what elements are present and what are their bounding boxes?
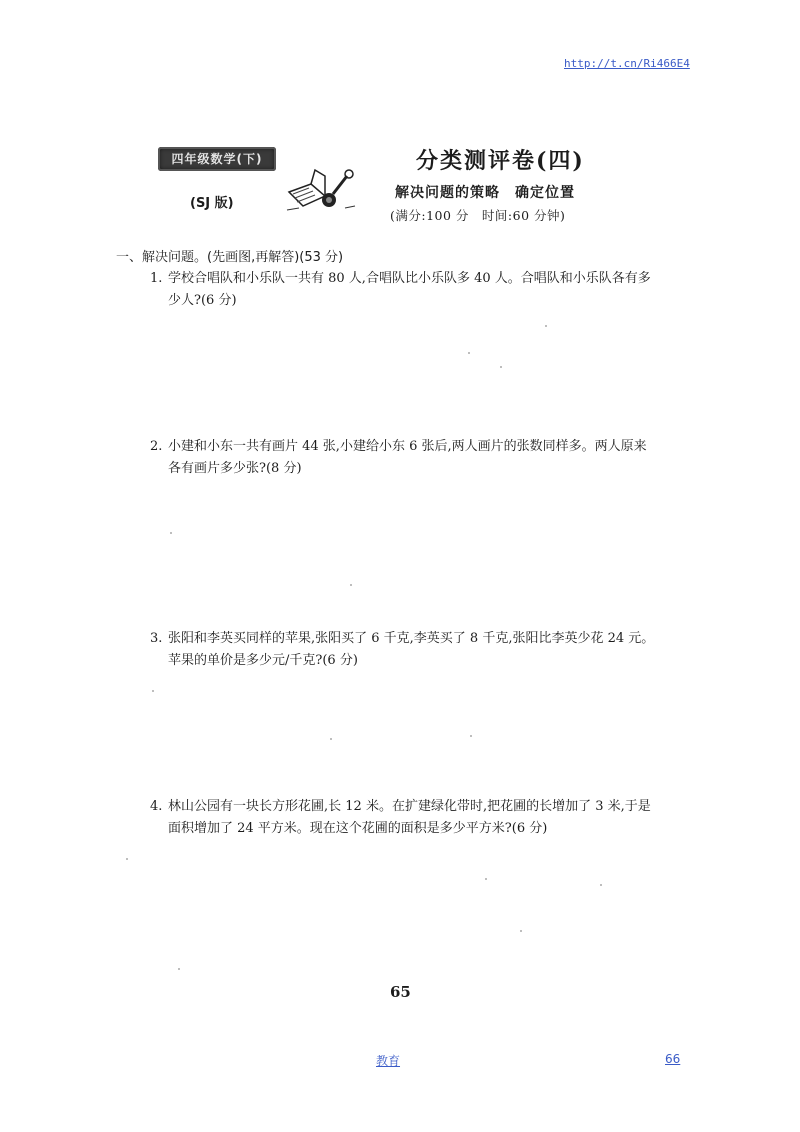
source-url-link[interactable]: http://t.cn/Ri466E4 xyxy=(564,57,690,70)
question-number: 3. xyxy=(150,631,163,646)
question-text-line1: 林山公园有一块长方形花圃,长 12 米。在扩建绿化带时,把花圃的长增加了 3 米,于是 xyxy=(168,799,651,814)
question-text-line2: 少人?(6 分) xyxy=(168,293,237,308)
scan-speck xyxy=(330,738,332,740)
page-title: 分类测评卷(四) xyxy=(416,148,585,174)
question-number: 2. xyxy=(150,439,163,454)
scan-speck xyxy=(500,366,502,368)
book-and-magnifier-icon xyxy=(285,162,357,214)
scan-speck xyxy=(170,532,172,534)
question-text-line2: 面积增加了 24 平方米。现在这个花圃的面积是多少平方米?(6 分) xyxy=(168,821,548,836)
scan-speck xyxy=(520,930,522,932)
question-text-line2: 苹果的单价是多少元/千克?(6 分) xyxy=(168,653,358,668)
question-text-line2: 各有画片多少张?(8 分) xyxy=(168,461,302,476)
question-text-line1: 张阳和李英买同样的苹果,张阳买了 6 千克,李英买了 8 千克,张阳比李英少花 24 元。 xyxy=(168,631,655,646)
grade-badge: 四年级数学(下) xyxy=(158,147,276,171)
edition-label: (SJ 版) xyxy=(190,196,234,211)
question-2 xyxy=(150,436,702,480)
question-text-line1: 小建和小东一共有画片 44 张,小建给小东 6 张后,两人画片的张数同样多。两人原来 xyxy=(168,439,647,454)
scan-speck xyxy=(600,884,602,886)
question-number: 1. xyxy=(150,271,163,286)
scan-speck xyxy=(152,690,154,692)
footer-link-education[interactable]: 教育 xyxy=(376,1054,401,1068)
footer-link-page[interactable]: 66 xyxy=(665,1052,681,1066)
question-text-line1: 学校合唱队和小乐队一共有 80 人,合唱队比小乐队多 40 人。合唱队和小乐队各有多 xyxy=(168,271,651,286)
question-3 xyxy=(150,628,702,672)
page-subtitle: 解决问题的策略 确定位置 xyxy=(395,185,575,201)
scan-speck xyxy=(545,325,547,327)
scan-speck xyxy=(468,352,470,354)
question-4 xyxy=(150,796,702,840)
page-number: 65 xyxy=(390,983,411,1001)
score-time-info: (满分:100 分 时间:60 分钟) xyxy=(390,208,566,223)
scan-speck xyxy=(126,858,128,860)
question-1 xyxy=(150,268,702,312)
scan-speck xyxy=(485,878,487,880)
scan-speck xyxy=(350,584,352,586)
section-heading: 一、解决问题。(先画图,再解答)(53 分) xyxy=(116,250,344,265)
question-number: 4. xyxy=(150,799,163,814)
scan-speck xyxy=(178,968,180,970)
scan-speck xyxy=(470,735,472,737)
